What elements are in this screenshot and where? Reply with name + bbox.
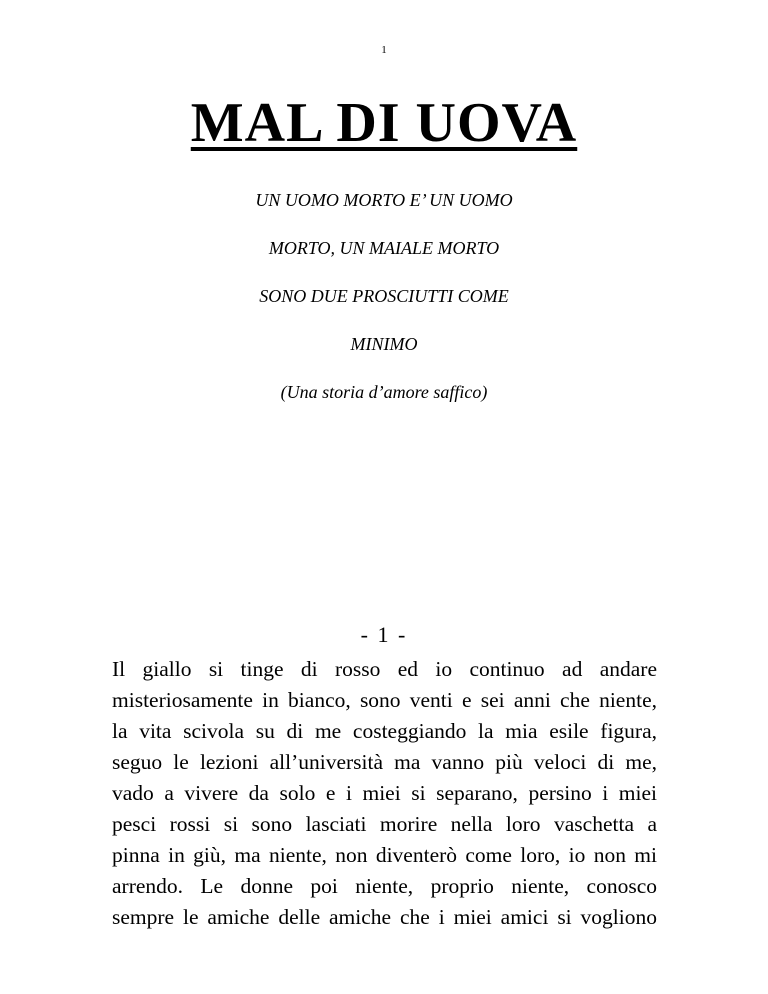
body-line: pinna in giù, ma niente, non diventerò come loro, io non mi bbox=[112, 843, 657, 867]
body-line: arrendo. Le donne poi niente, proprio niente, conosco bbox=[112, 874, 657, 898]
body-line: pesci rossi si sono lasciati morire nella loro vaschetta a bbox=[112, 812, 657, 836]
body-line: sempre le amiche delle amiche che i miei amici si vogliono bbox=[112, 905, 657, 929]
subtitle-block bbox=[0, 188, 768, 428]
subtitle-line: MINIMO bbox=[350, 334, 418, 354]
page-number: 1 bbox=[381, 44, 387, 56]
subtitle-line: UN UOMO MORTO E’ UN UOMO bbox=[255, 190, 513, 210]
body-line: seguo le lezioni all’università ma vanno più veloci di me, bbox=[112, 750, 657, 774]
body-line: vado a vivere da solo e i miei si separano, persino i miei bbox=[112, 781, 657, 805]
body-line: Il giallo si tinge di rosso ed io continuo ad andare bbox=[112, 657, 657, 681]
subtitle-line: SONO DUE PROSCIUTTI COME bbox=[259, 286, 509, 306]
chapter-number: - 1 - bbox=[360, 622, 408, 647]
body-line: misteriosamente in bianco, sono venti e sei anni che niente, bbox=[112, 688, 657, 712]
body-paragraph bbox=[112, 654, 657, 933]
body-line: la vita scivola su di me costeggiando la mia esile figura, bbox=[112, 719, 657, 743]
document-title-text: MAL DI UOVA bbox=[190, 92, 578, 154]
document-title bbox=[0, 88, 768, 158]
subtitle-line: MORTO, UN MAIALE MORTO bbox=[268, 238, 500, 258]
subtitle-line-parenthetical: (Una storia d’amore saffico) bbox=[280, 382, 488, 402]
